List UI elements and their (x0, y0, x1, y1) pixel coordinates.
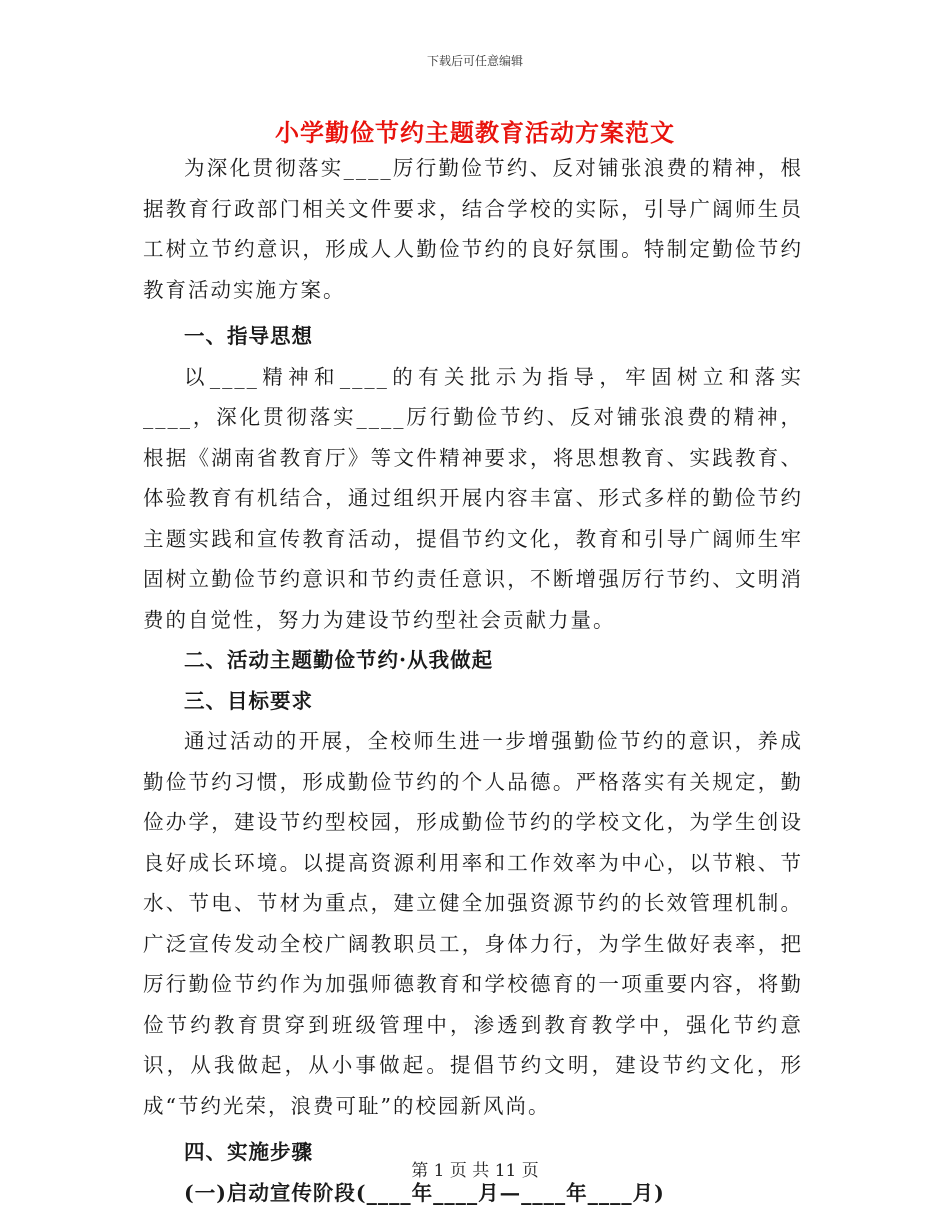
header-note: 下载后可任意编辑 (426, 54, 523, 68)
intro-paragraph: 为深化贯彻落实____厉行勤俭节约、反对铺张浪费的精神，根据教育行政部门相关文件要求，结合学校的实际，引导广阔师生员工树立节约意识，形成人人勤俭节约的良好氛围。特制定勤俭节约教育活动实施方案。 (143, 156, 803, 302)
guiding-ideology-paragraph: 以____精神和____的有关批示为指导，牢固树立和落实____，深化贯彻落实____厉行勤俭节约、反对铺张浪费的精神，根据《湖南省教育厅》等文件精神要求，将思想教育、实践教育、体验教育有机结合，通过组织开展内容丰富、形式多样的勤俭节约主题实践和宣传教育活动，提倡节约文化，教育和引导广阔师生牢固树立勤俭节约意识和节约责任意识，不断增强厉行节约、文明消费的自觉性，努力为建设节约型社会贡献力量。 (143, 364, 803, 632)
section-heading-guiding-ideology: 一、指导思想 (184, 324, 313, 348)
document-body (143, 148, 803, 1213)
section-heading-implementation-steps: 四、实施步骤 (184, 1140, 313, 1164)
document-title: 小学勤俭节约主题教育活动方案范文 (275, 118, 675, 147)
page-footer: 第 1 页 共 11 页 (411, 1161, 539, 1181)
section-heading-goals: 三、目标要求 (184, 688, 313, 713)
section-heading-activity-theme: 二、活动主题勤俭节约·从我做起 (184, 648, 494, 672)
subsection-heading-launch-phase: (一)启动宣传阶段(____年____月—____年____月) (184, 1180, 665, 1205)
goals-paragraph: 通过活动的开展，全校师生进一步增强勤俭节约的意识，养成勤俭节约习惯，形成勤俭节约的个人品德。严格落实有关规定，勤俭办学，建设节约型校园，形成勤俭节约的学校文化，为学生创设良好成长环境。以提高资源利用率和工作效率为中心，以节粮、节水、节电、节材为重点，建立健全加强资源节约的长效管理机制。广泛宣传发动全校广阔教职员工，身体力行，为学生做好表率，把厉行勤俭节约作为加强师德教育和学校德育的一项重要内容，将勤俭节约教育贯穿到班级管理中，渗透到教育教学中，强化节约意识，从我做起，从小事做起。提倡节约文明，建设节约文化，形成“节约光荣，浪费可耻”的校园新风尚。 (143, 729, 803, 1118)
